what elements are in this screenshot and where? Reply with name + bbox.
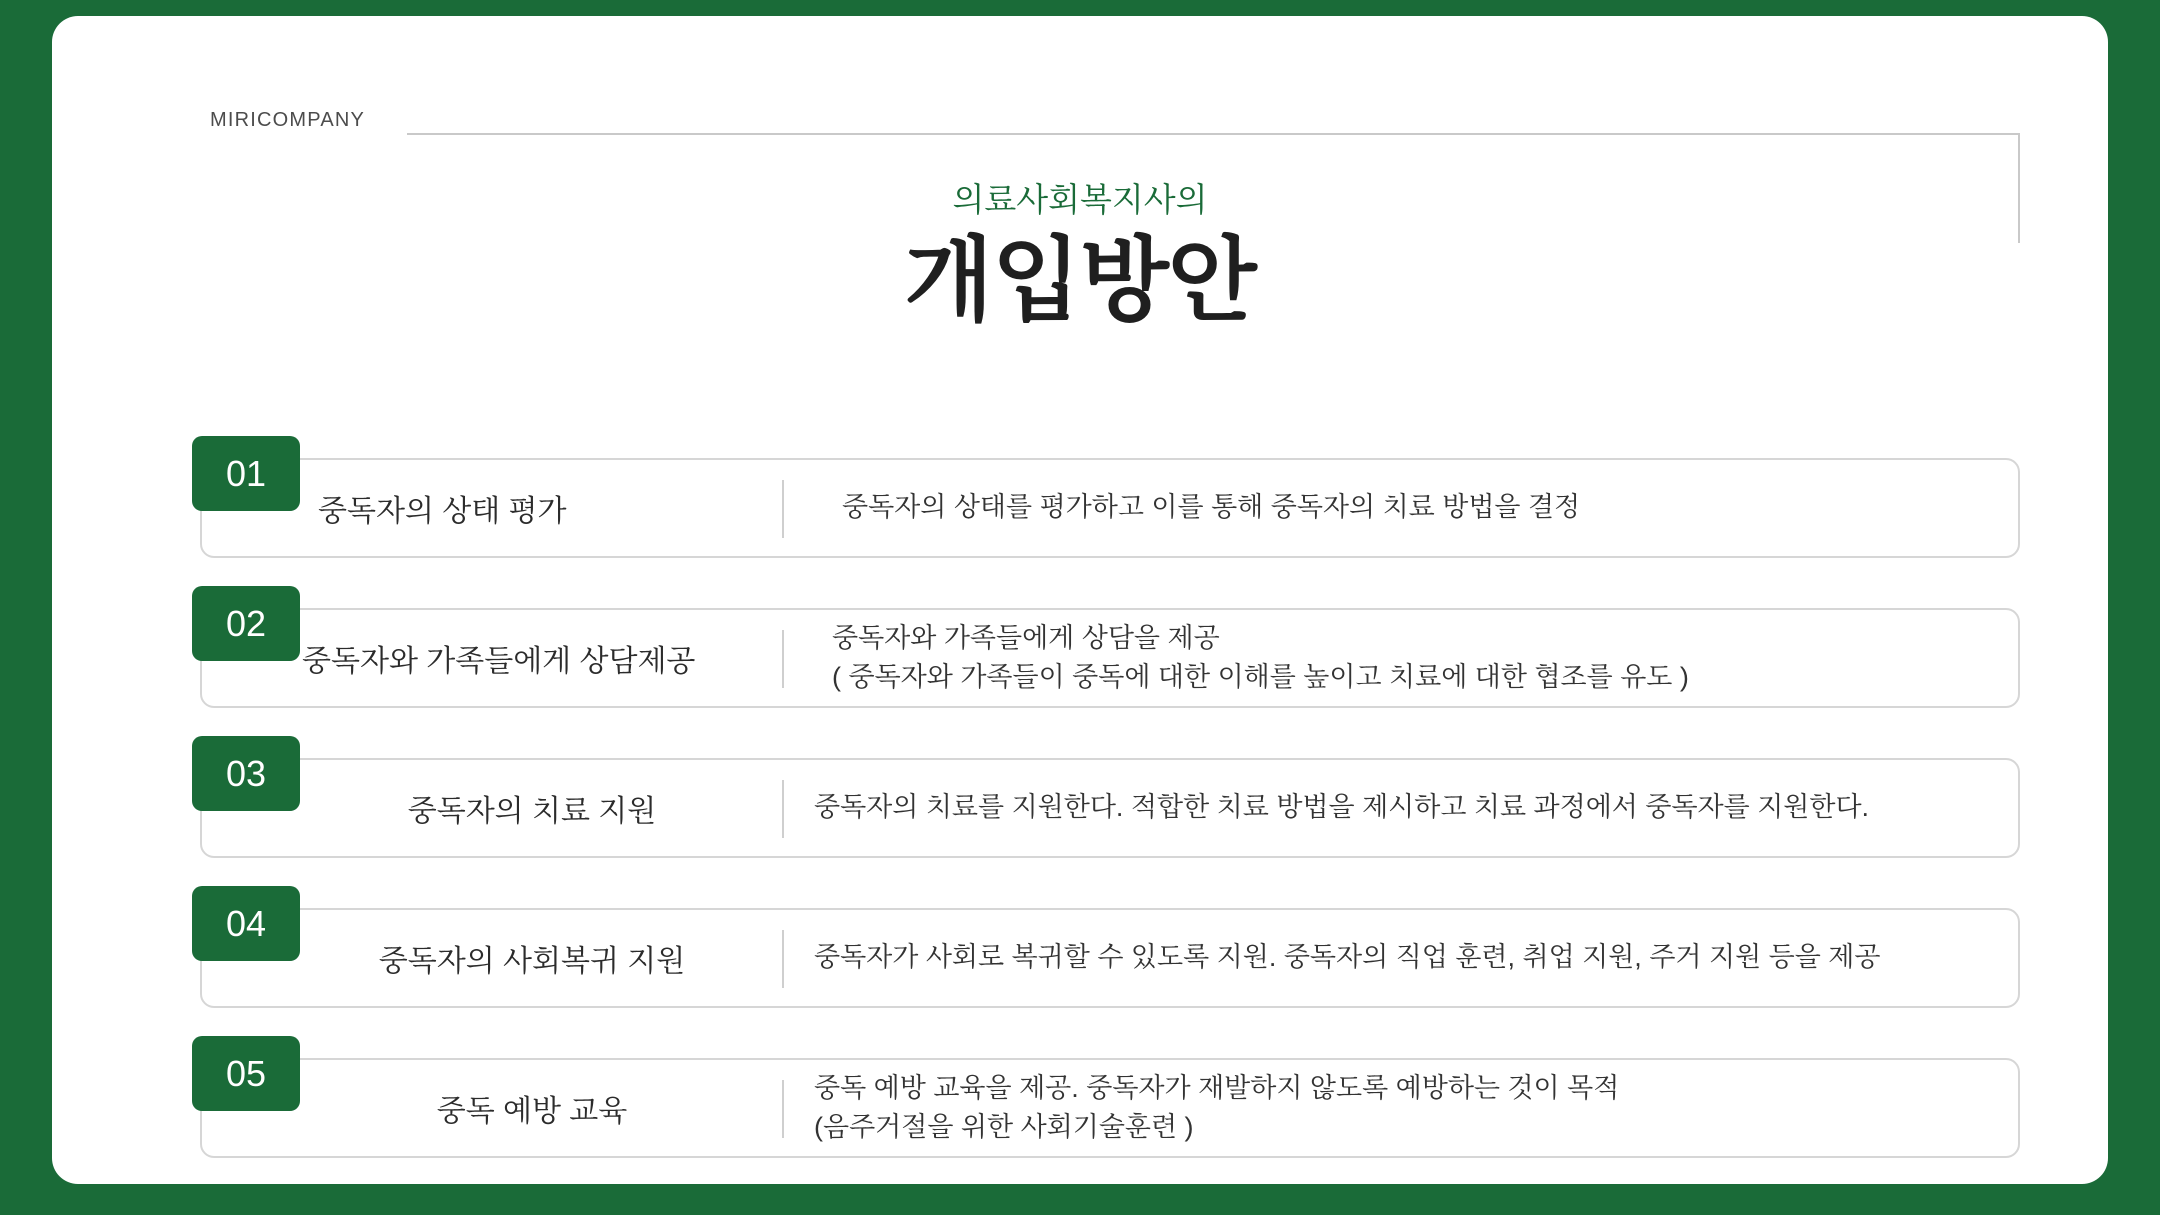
list-item-number: 04 bbox=[192, 886, 300, 961]
list-item-number: 02 bbox=[192, 586, 300, 661]
list-item-label: 중독자의 사회복귀 지원 bbox=[378, 945, 686, 978]
list-item-number: 01 bbox=[192, 436, 300, 511]
list-item-description-line: 중독자의 상태를 평가하고 이를 통해 중독자의 치료 방법을 결정 bbox=[842, 492, 1581, 523]
list-item bbox=[52, 436, 2108, 561]
list-item-description-line: ( 중독자와 가족들이 중독에 대한 이해를 높이고 치료에 대한 협조를 유도 ) bbox=[832, 662, 1689, 692]
list-item-number: 03 bbox=[192, 736, 300, 811]
slide-card bbox=[52, 16, 2108, 1184]
list-item-description bbox=[814, 1058, 1998, 1158]
list-item-number: 05 bbox=[192, 1036, 300, 1111]
page-subtitle: 의료사회복지사의 bbox=[952, 181, 1208, 218]
list-item bbox=[52, 1036, 2108, 1161]
list-item-description-line: (음주거절을 위한 사회기술훈련 ) bbox=[814, 1112, 1194, 1142]
list-item-label: 중독자의 상태 평가 bbox=[318, 495, 567, 528]
list-item bbox=[52, 586, 2108, 711]
list-item-label: 중독자의 치료 지원 bbox=[407, 795, 657, 828]
list-item-label: 중독 예방 교육 bbox=[436, 1095, 628, 1128]
list-item-divider bbox=[782, 1080, 784, 1138]
page-title: 개입방안 bbox=[904, 230, 1256, 332]
header-rule bbox=[407, 133, 2020, 135]
list-item-description bbox=[842, 458, 1998, 558]
intervention-list bbox=[52, 436, 2108, 1186]
list-item bbox=[52, 886, 2108, 1011]
list-item-description bbox=[814, 758, 1998, 858]
list-item-description-line: 중독자와 가족들에게 상담을 제공 bbox=[832, 622, 1220, 653]
list-item-divider bbox=[782, 780, 784, 838]
list-item-description-line: 중독자가 사회로 복귀할 수 있도록 지원. 중독자의 직업 훈련, 취업 지원, 주거 지원 등을 제공 bbox=[814, 942, 1881, 973]
list-item-description bbox=[832, 608, 1998, 708]
list-item-label: 중독자와 가족들에게 상담제공 bbox=[302, 645, 696, 678]
list-item-description-line: 중독 예방 교육을 제공. 중독자가 재발하지 않도록 예방하는 것이 목적 bbox=[814, 1072, 1620, 1103]
list-item-divider bbox=[782, 480, 784, 538]
brand-label: MIRICOMPANY bbox=[210, 109, 366, 131]
list-item-description bbox=[814, 908, 1998, 1008]
list-item-divider bbox=[782, 630, 784, 688]
list-item bbox=[52, 736, 2108, 861]
list-item-divider bbox=[782, 930, 784, 988]
list-item-description-line: 중독자의 치료를 지원한다. 적합한 치료 방법을 제시하고 치료 과정에서 중독자를 지원한다. bbox=[814, 792, 1870, 823]
